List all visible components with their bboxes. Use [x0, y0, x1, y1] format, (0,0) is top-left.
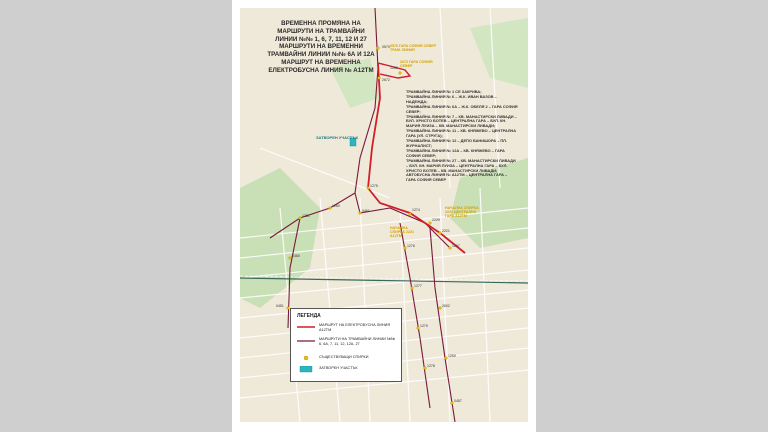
- stop-note-north-b: 2672 ГАРА СОФИЯ СЕВЕР: [400, 60, 433, 69]
- route-line: ТРАМВАЙНА ЛИНИЯ № 6 – Ж.К. ИВАН ВАЗОВ – НАДЕЖДА;: [406, 93, 497, 104]
- stop-code: 0460: [292, 254, 300, 258]
- stop-code: 1278: [427, 364, 435, 368]
- legend-title: ЛЕГЕНДА: [297, 313, 321, 319]
- bus-route-line-icon: [297, 323, 315, 331]
- title-line: ВРЕМЕННА ПРОМЯНА НА: [281, 20, 361, 27]
- stop-marker-icon: [297, 355, 315, 363]
- title-line: МАРШРУТИ НА ВРЕМЕННИ: [279, 43, 363, 51]
- legend-item-tram-routes: [297, 337, 397, 351]
- viewer-background-right: [536, 0, 768, 432]
- stop-code: 1280: [332, 204, 340, 208]
- stop-code: 1276: [407, 244, 415, 248]
- tram-route-line-icon: [297, 337, 315, 345]
- stop-code: 2602: [442, 304, 450, 308]
- legend-label: МАРШРУТИ НА ТРАМВАЙНИ ЛИНИИ №№ 6, 6А, 7, 11, 12, 12А, 27: [319, 337, 396, 346]
- route-line: ТРАМВАЙНА ЛИНИЯ № 27 – КВ. МАНАСТИРСКИ ЛИВАДИ – БУЛ. КН. МАРИЯ ЛУИЗА – ЦЕНТРАЛНА ГАРА – БУЛ. ХРИСТО БОТЕВ – КВ. МАНАСТИРСКИ ЛИВАДИ;: [406, 157, 516, 173]
- route-line: ТРАМВАЙНА ЛИНИЯ № 12А – КВ. КНЯЖЕВО – ГАРА СОФИЯ СЕВЕР;: [406, 147, 505, 158]
- map-title: [246, 20, 396, 75]
- route-map: [240, 8, 528, 422]
- closed-section-label: ЗАТВОРЕН УЧАСТЪК: [316, 135, 359, 140]
- legend-item-closed: [297, 366, 397, 374]
- stop-code: 1257: [452, 244, 460, 248]
- legend-label: МАРШРУТ НА ЕЛЕКТРОБУСНА ЛИНИЯ А12ТМ: [319, 323, 391, 332]
- route-line: ТРАМВАЙНА ЛИНИЯ № 12 – ДЕПО БАНИШОРА – ПЛ. ЖУРНАЛИСТ;: [406, 138, 507, 148]
- stop-code: 0570: [382, 45, 390, 49]
- route-line: ТРАМВАЙНА ЛИНИЯ № 11 – КВ. КНЯЖЕВО – ЦЕНТРАЛНА ГАРА (УЛ. СТРУГА);: [406, 128, 517, 139]
- title-line: ЛИНИИ №№ 1, 6, 7, 11, 12 И 27: [275, 35, 367, 43]
- route-line: ТРАМВАЙНА ЛИНИЯ № 1 СЕ ЗАКРИВА;: [406, 89, 482, 94]
- legend-item-stops: [297, 355, 397, 363]
- stop-code: 2672: [382, 78, 390, 82]
- stop-note-central-b: НАЧАЛНА СПИРКА 2221 А12ТМ: [390, 226, 414, 239]
- stop-note-north-a: 0570 ГАРА СОФИЯ СЕВЕР ТРАМ. ЛИНИЯ: [390, 44, 436, 53]
- legend-item-bus-route: [297, 323, 397, 335]
- legend-label: ЗАТВОРЕН УЧАСТЪК: [319, 366, 358, 370]
- route-line: ТРАМВАЙНА ЛИНИЯ № 6А – Ж.К. ОБЕЛЯ 2 – ГАРА СОФИЯ СЕВЕР;: [406, 103, 518, 114]
- legend-label: СЪЩЕСТВУВАЩИ СПИРКИ: [319, 355, 369, 359]
- route-line: АВТОБУСНА ЛИНИЯ № А12ТМ – ЦЕНТРАЛНА ГАРА – ГАРА СОФИЯ СЕВЕР: [406, 172, 508, 183]
- stop-code: 1279: [420, 324, 428, 328]
- title-line: ЕЛЕКТРОБУСНА ЛИНИЯ № А12ТМ: [268, 66, 374, 74]
- title-line: МАРШРУТ НА ВРЕМЕННА: [281, 58, 361, 66]
- stop-code: 1281: [302, 214, 310, 218]
- stop-code: 0451: [276, 304, 284, 308]
- stop-code: 2229: [432, 218, 440, 222]
- stop-note-central-a: НАЧАЛНА СПИРКА 2221 ЦЕНТРАЛНА ГАРА А12ТМ: [445, 206, 479, 219]
- map-legend: [290, 308, 402, 382]
- stop-code: 1269: [448, 354, 456, 358]
- stop-code: 1277: [414, 284, 422, 288]
- title-line: ТРАМВАЙНИ ЛИНИИ №№ 6А И 12А: [267, 51, 375, 59]
- stop-code: 1274: [412, 208, 420, 212]
- closed-section-icon: [297, 366, 315, 374]
- stop-code: 1275: [370, 184, 378, 188]
- route-line: ТРАМВАЙНА ЛИНИЯ № 7 – КВ. МАНАСТИРСКИ ЛИВАДИ – БУЛ. ХРИСТО БОТЕВ – ЦЕНТРАЛНА ГАРА – БУЛ. КН. МАРИЯ ЛУИЗА – КВ. МАНАСТИРСКИ ЛИВАДИ;: [406, 113, 517, 129]
- viewer-background-left: [0, 0, 232, 432]
- stop-code: 0461: [362, 209, 370, 213]
- stop-code: 0457: [454, 399, 462, 403]
- stop-code: 1260: [390, 66, 398, 70]
- route-descriptions: [406, 90, 518, 183]
- stop-code: 2221: [442, 229, 450, 233]
- title-line: МАРШРУТИ НА ТРАМВАЙНИ: [277, 27, 365, 35]
